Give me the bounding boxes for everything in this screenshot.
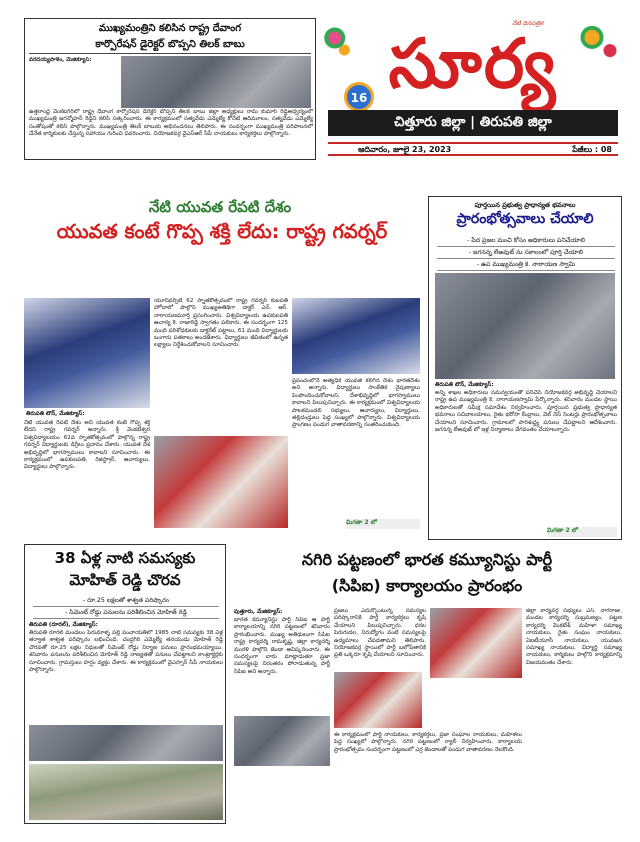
story-br-col-2: ప్రజలు ఎదుర్కొంటున్న సమస్యల పరిష్కారానికి పార్టీ కార్యకర్తలు కృషి చేయాలని పిలుపునిచ్చారు. ధరల పెరుగుదల, నిరుద్యోగం వంటి సమస్యలపై ఉద్యమాలు చేపడతామని తెలిపారు. నియోజకవర్గ స్థాయిలో పార్టీ బలోపేతానికి ప్రతి ఒక్కరూ కృషి చేయాలని సూచించారు. — [334, 608, 426, 659]
story-br-col-3: ఈ కార్యక్రమంలో పార్టీ నాయకులు, కార్యకర్తలు, ప్రజా సంఘాల నాయకులు, మహిళలు పెద్ద సంఖ్యలో పాల్గొన్నారు. నగిరి పట్టణంలో ర్యాలీ నిర్వహించారు. కార్యాలయ ప్రారంభోత్సవం సందర్భంగా పట్టణంలో ఎర్ర జెండాలతో పండుగ వాతావరణం నెలకొంది. — [334, 732, 522, 753]
story-tr-bullet: - ఉప ముఖ్యమంత్రి కె. నారాయణ స్వామి — [437, 259, 615, 271]
story-tr-headline: ప్రారంభోత్సవాలు చేయాలి — [456, 211, 594, 227]
story-br-headline-1: నగిరి పట్టణంలో భారత కమ్యూనిస్టు పార్టీ — [301, 550, 553, 569]
story-tl-headline-2: కార్పొరేషన్ డైరెక్టర్ బొప్పని తిలక్ బాబు — [95, 39, 245, 50]
story-tl-body: ఉత్తరాంధ్ర వెంకటగిరిలో రాష్ట్ర దేవాంగ కార్పొరేషన్ డెరెక్టర్ బొప్పని తిలక్ బాబు జిల్లా అధ్యక్షులు రామ్ కుమార్ రెడ్డిఅధ్వర్యంలో ముఖ్యమంత్రి జగన్మోహన్ రెడ్డిని కలిసి సత్కరించారు. ఈ కార్యక్రమంలో సత్యవేడు ఎమ్మెల్యే కోనేటి ఆదిమూలం, సత్యవేడు ఎమ్మెల్యే సంతోషంతో కలిసి పాల్గొన్నారు. ముఖ్యమంత్రి తిలక్ బాబుకు అభినందనలు తెలిపారు. ఈ సందర్భంగా ముఖ్యమంత్రి పరిపాలనలో చేనేత కార్మికులకు చేస్తున్న సహాయం గురించి వివరించారు. నియోజకవర్గ వైఎస్ఆర్ సీపీ నాయకులు కార్యకర్తలు పాల్గొన్నారు. — [29, 109, 313, 138]
story-br-headline-2: (సిపిఐ) కార్యాలయం ప్రారంభం — [331, 576, 523, 595]
story-br-col-1: భారత కమ్యూనిస్టు పార్టీ సిపిఐ ఆ పార్టీ కార్యాలయాన్ని నగిరి పట్టణంలో శనివారం ప్రారంభించారు. ముఖ్య అతిథులుగా సిపిఐ రాష్ట్ర కార్యదర్శి రామకృష్ణ, జిల్లా కార్యదర్శి మురళి పాల్గొని జెండా ఆవిష్కరించారు. ఈ సందర్భంగా వారు మాట్లాడుతూ ప్రజా సమస్యలపై నిరంతరం పోరాడుతున్న పార్టీ సిపిఐ అని అన్నారు. — [234, 617, 330, 675]
story-bl-body: తిరుపతి రూరల్ మండలం పెరుమాళ్ళ పల్లి పంచాయతీలో 1985 నాటి సమస్యకు 38 ఏళ్ల తర్వాత శాశ్వత పరిష్కారం లభించింది. చంద్రగిరి ఎమ్మెల్యే తనయుడు మోహిత్ రెడ్డి చొరవతో రూ.25 లక్షల నిధులతో సిమెంట్ రోడ్డు నిర్మాణ పనులు ప్రారంభమయ్యాయి. శనివారం పనులను పరిశీలించిన మోహిత్ రెడ్డి నాణ్యతతో పనులు చేపట్టాలని కాంట్రాక్టర్లకు సూచించారు. గ్రామస్తులు హర్షం వ్యక్తం చేశారు. ఈ కార్యక్రమంలో వైఎస్సార్ సీపీ నాయకులు పాల్గొన్నారు. — [29, 630, 223, 674]
lead-photo-caption: తిరుపతి టౌన్, మేజిక్యూస్: — [26, 411, 85, 417]
edition-text: చిత్తూరు జిల్లా | తిరుపతి జిల్లా — [394, 114, 552, 130]
story-br-dateline: పుత్తూరు, మేజిక్యూస్: — [234, 609, 283, 615]
story-tl-dateline: వరదయ్యపాళెం, మేజిక్యూస్: — [29, 57, 92, 63]
story-tr-continued — [547, 527, 617, 537]
story-tr-bullet: - జగనన్న లేఅవుట్ ను సకాలంలో పూర్తి చేయాలి — [437, 247, 615, 259]
story-tr-dateline: తిరుపతి టౌన్, మేజిక్యూస్: — [435, 382, 494, 388]
page-label: పేజీలు : 08 — [572, 145, 612, 154]
date-bar — [328, 142, 618, 156]
story-top-right — [428, 196, 622, 540]
lead-col-3: ప్రపంచంలోనే అత్యధిక యువత కలిగిన దేశం భారతదేశం అని అన్నారు. విద్యార్థులు సాంకేతిక నైపుణ్యాలు పెంపొందించుకోవాలని, దేశాభివృద్ధిలో భాగస్వాములు కావాలని పిలుపునిచ్చారు. ఈ కార్యక్రమంలో విశ్వవిద్యాలయ పాలకమండలి సభ్యులు, ఆచార్యులు, విద్యార్థులు, తల్లిదండ్రులు పెద్ద సంఖ్యలో పాల్గొన్నారు. విశ్వవిద్యాలయ ప్రాంగణం పండుగ వాతావరణాన్ని సంతరించుకుంది. — [292, 378, 420, 429]
story-bl-headline-2: మోహిత్ రెడ్డి చొరవ — [69, 571, 181, 589]
story-tr-body: అన్ని శాఖల అధికారులు సమన్వయంతో పనిచేసి నియోజకవర్గ అభివృద్ధి చేయాలని రాష్ట్ర ఉప ముఖ్యమంత్రి కె. నారాయణస్వామి పేర్కొన్నారు. శనివారం మండల స్థాయి అధికారులతో సమీక్ష సమావేశం నిర్వహించారు. పూర్తయిన ప్రభుత్వ ప్రాధాన్యత భవనాలు సచివాలయాలు, రైతు భరోసా కేంద్రాలు, వెల్ నెస్ సెంటర్లు ప్రారంభోత్సవాలు చేయాలని సూచించారు. గ్రామాలలో పారిశుద్ధ్య పనులు చేపట్టాలని ఆదేశించారు. జగనన్న లేఅవుట్ లో ఇళ్ల నిర్మాణాలు వేగవంతం చేయాలన్నారు. — [435, 390, 617, 434]
divider — [29, 53, 311, 54]
masthead — [322, 18, 620, 160]
logo-tagline: నేటి దినపత్రిక — [512, 20, 544, 27]
story-bl-photo-road — [29, 764, 223, 820]
logo-text: సూర్య — [388, 25, 558, 104]
story-tr-bullet: - పేద ప్రజల మంచి కోసం అధికారులు పనిచేయాలి — [437, 235, 615, 247]
story-bl-bullets — [33, 595, 219, 619]
story-br-photo-meeting — [430, 608, 522, 678]
story-bl-bullet: - రూ.25 లక్షలతో శాశ్వత పరిష్కారం — [33, 595, 219, 607]
story-br-col-4: జిల్లా కార్యవర్గ సభ్యులు ఎస్. నాగరాజు, మండల కార్యదర్శి సుబ్రమణ్యం, పట్టణ కార్యదర్శి వెంకటేశ్, మహిళా సమాఖ్య నాయకులు, రైతు సంఘం నాయకులు, ఏఐటీయూసీ నాయకులు, యువజన సమాఖ్య నాయకులు, విద్యార్థి సమాఖ్య నాయకులు, కార్మికులు పాల్గొని కార్యక్రమాన్ని విజయవంతం చేశారు. — [526, 608, 622, 666]
story-tr-bullets — [437, 235, 615, 271]
story-tl-photo — [121, 56, 311, 108]
story-tr-continued-label: మిగతా 2 లో — [547, 527, 578, 534]
lead-photo-stage — [154, 436, 288, 528]
edition-banner — [328, 110, 618, 136]
story-bl-bullet: - సిమెంట్ రోడ్డు పనులను పరిశీలించిన మోహిత్ రెడ్డి — [33, 607, 219, 619]
story-tl-headline-1: ముఖ్యమంత్రిని కలిసిన రాష్ట్ర దేవాంగ — [98, 23, 242, 34]
flower-decor-left — [322, 22, 354, 62]
issue-date: ఆదివారం, జూలై 23, 2023 — [358, 145, 452, 154]
lead-headline: యువత కంటే గొప్ప శక్తి లేదు: రాష్ట్ర గవర్నర్ — [56, 220, 388, 243]
story-bottom-left — [24, 544, 226, 824]
lead-continued — [346, 519, 420, 529]
story-bl-headline-1: 38 ఏళ్ల నాటి సమస్యకు — [54, 549, 196, 567]
story-tr-kicker: పూర్తయిన ప్రభుత్వ ప్రాధాన్యత భవనాలు — [474, 201, 576, 209]
story-br-photo-office — [234, 716, 330, 766]
anniversary-number: 16 — [350, 91, 368, 105]
story-bl-photo-people — [29, 725, 223, 761]
lead-photo-governor — [24, 298, 150, 408]
story-tr-photo — [435, 273, 615, 379]
story-bl-dateline: తిరుపతి (రూరల్), మేజిక్యూస్: — [29, 622, 98, 628]
lead-continued-label: మిగతా 2 లో — [346, 519, 377, 526]
story-top-left — [24, 18, 316, 160]
lead-col-2: యూనివర్సిటీ 62 స్నాతకోత్సవంలో రాష్ట్ర గవర్నర్ కులపతి హోదాలో పాల్గొని ముఖ్యఅతిథిగా డాక్టర్ ఎన్. ఆర్. నారాయణమూర్తి ప్రసంగించారు. విశ్వవిద్యాలయ ఉపకులపతి ఆచార్య కె. రాజారెడ్డి స్వాగతం పలికారు. ఈ సందర్భంగా 125 మంది పరిశోధకులకు డాక్టరేట్ పట్టాలు, 61 మంది విద్యార్థులకు బంగారు పతకాలు అందజేశారు. విద్యార్థులు జీవితంలో ఉన్నత లక్ష్యాలు నిర్దేశించుకోవాలని సూచించారు. — [154, 298, 288, 349]
lead-photo-audience — [292, 298, 420, 374]
story-tl-body-left — [29, 57, 117, 107]
lead-kicker: నేటి యువత రేపటి దేశం — [148, 198, 292, 216]
story-br-photo-inauguration — [334, 672, 422, 728]
lead-col-1: నేటి యువత రేపటి దేశం అని యువత కంటే గొప్ప శక్తి లేదని రాష్ట్ర గవర్నర్ అన్నారు. శ్రీ వెంకటేశ్వర విశ్వవిద్యాలయం 62వ స్నాతకోత్సవంలో పాల్గొన్న రాష్ట్ర గవర్నర్ విద్యార్థులకు డిగ్రీలు ప్రదానం చేశారు. యువత దేశ అభివృద్ధిలో భాగస్వాములు కావాలని సూచించారు. ఈ కార్యక్రమంలో ఉపకులపతి, రిజిస్ట్రార్, ఆచార్యులు, విద్యార్థులు పాల్గొన్నారు. — [24, 420, 150, 471]
